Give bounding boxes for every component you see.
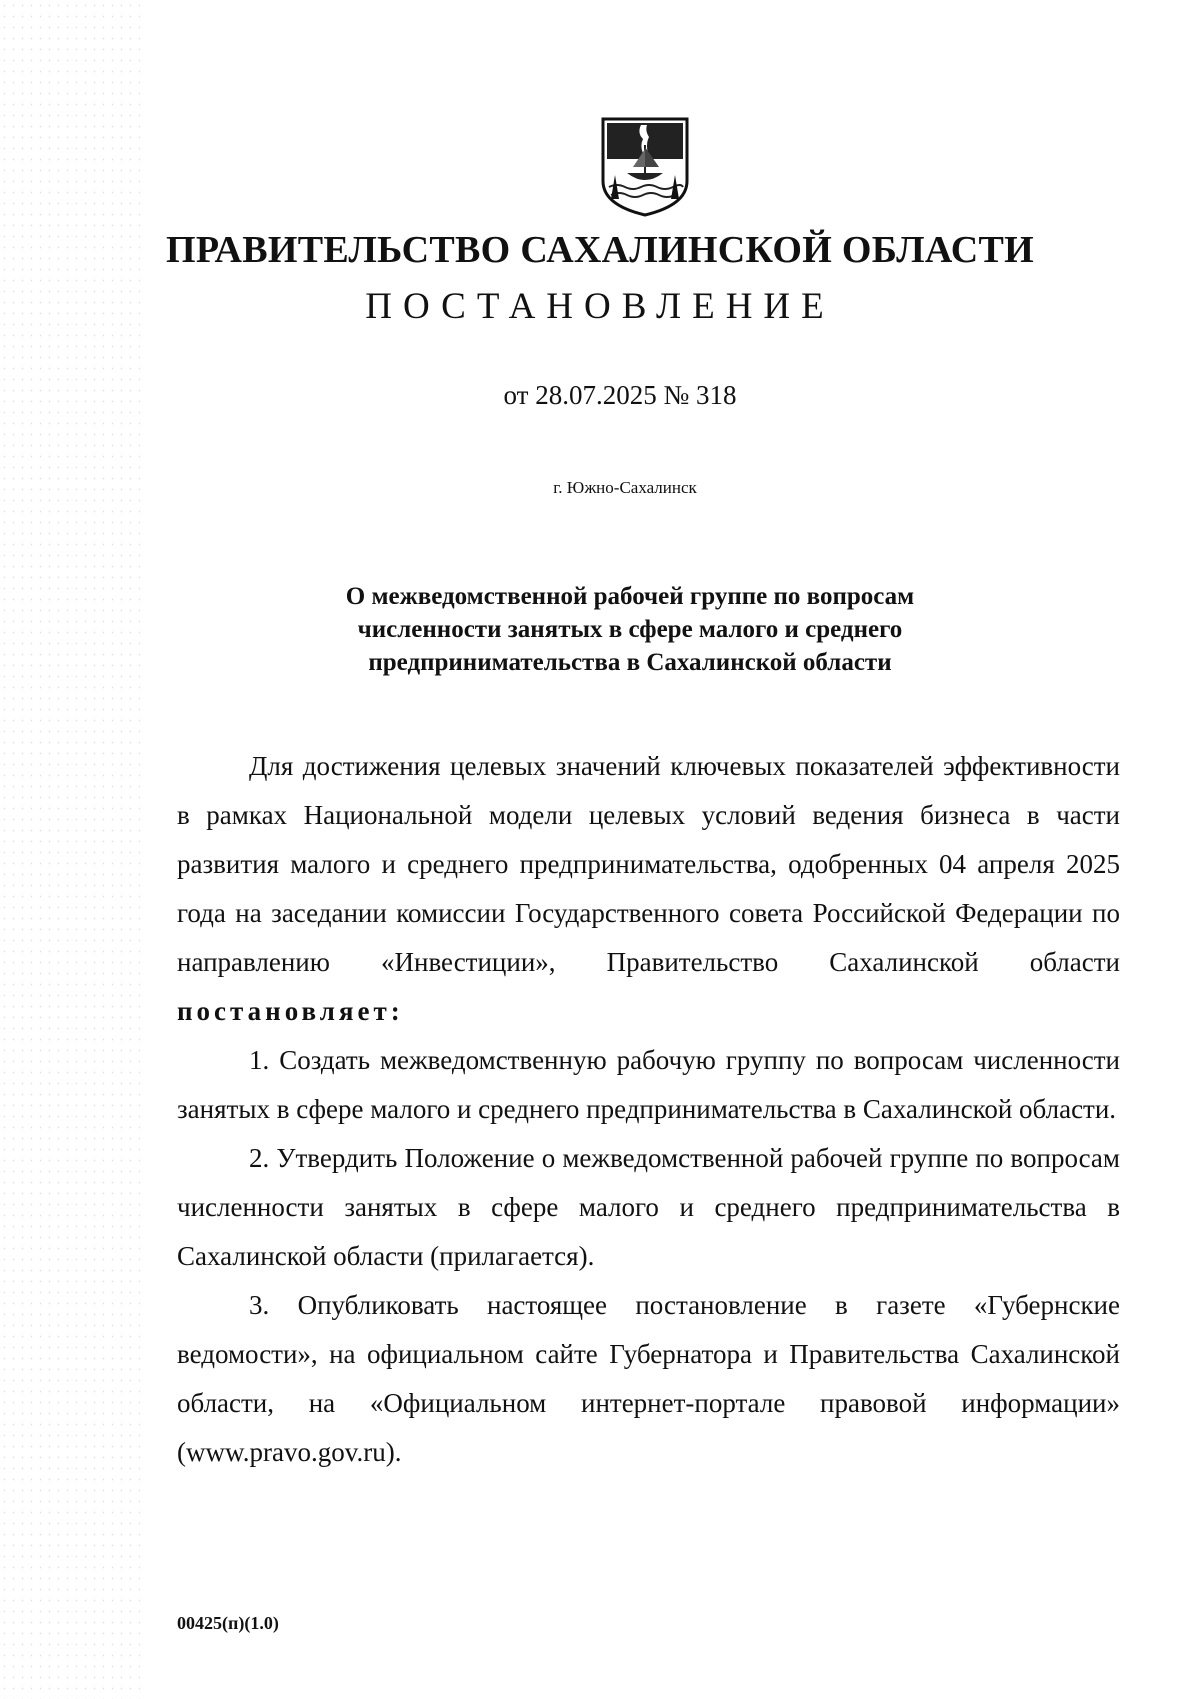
document-body: [177, 742, 1120, 1477]
government-title: ПРАВИТЕЛЬСТВО САХАЛИНСКОЙ ОБЛАСТИ: [166, 229, 1034, 271]
document-date-number: от 28.07.2025 № 318: [503, 380, 737, 410]
item-1-paragraph: 1. Создать межведомственную рабочую группу по вопросам численности занятых в сфере малого и среднего предпринимательства в Сахалинской области.: [177, 1045, 1120, 1124]
item-3-paragraph: 3. Опубликовать настоящее постановление в газете «Губернские ведомости», на официальном сайте Губернатора и Правительства Сахалинской области, на «Официальном интернет-портале правовой информации» (www.pravo.gov.ru).: [177, 1290, 1120, 1467]
document-subject: [240, 580, 1000, 679]
document-code: 00425(п)(1.0): [177, 1613, 279, 1633]
sakhalin-coat-of-arms-icon: [597, 115, 693, 217]
preamble-text: Для достижения целевых значений ключевых показателей эффективности в рамках Национальной модели целевых условий ведения бизнеса в части развития малого и среднего предпринимательства, одобренных 04 апреля 2025 года на заседании комиссии Государственного совета Российской Федерации по направлению «Инвестиции», Правительство Сахалинской области: [177, 751, 1120, 977]
subject-line: предпринимательства в Сахалинской области: [368, 649, 892, 676]
document-type: ПОСТАНОВЛЕНИЕ: [365, 286, 835, 327]
preamble-paragraph: [177, 742, 1120, 1036]
item-2-paragraph: 2. Утвердить Положение о межведомственной рабочей группе по вопросам численности занятых в сфере малого и среднего предпринимательства в Сахалинской области (прилагается).: [177, 1143, 1120, 1271]
subject-line: О межведомственной рабочей группе по вопросам: [345, 583, 915, 610]
document-city: г. Южно-Сахалинск: [553, 478, 697, 497]
decree-word: постановляет:: [177, 996, 404, 1026]
subject-line: численности занятых в сфере малого и среднего: [357, 616, 903, 643]
